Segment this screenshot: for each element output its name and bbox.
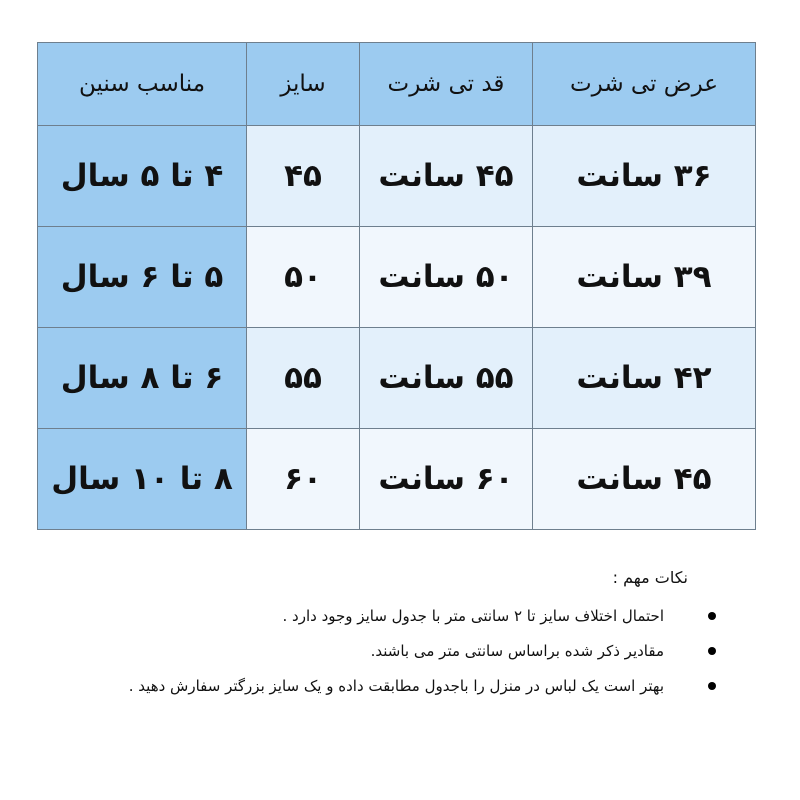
notes-title: نکات مهم :: [612, 568, 688, 587]
cell-width: ۴۵ سانت: [533, 429, 756, 530]
table-row: [38, 227, 756, 328]
notes-list: [88, 607, 688, 695]
list-item: [88, 607, 688, 625]
table-header-row: [38, 43, 756, 126]
cell-size: ۶۰: [247, 429, 360, 530]
cell-width: ۴۲ سانت: [533, 328, 756, 429]
note-text: بهتر است یک لباس در منزل را باجدول مطابقت داده و یک سایز بزرگتر سفارش دهید .: [128, 677, 664, 696]
cell-length: ۵۵ سانت: [360, 328, 533, 429]
note-text: مقادیر ذکر شده براساس سانتی متر می باشند.: [370, 642, 664, 661]
cell-length: ۶۰ سانت: [360, 429, 533, 530]
table-row: [38, 429, 756, 530]
cell-size: ۵۵: [247, 328, 360, 429]
bullet-icon: [708, 612, 716, 620]
size-chart-table: [37, 42, 756, 530]
cell-width: ۳۶ سانت: [533, 126, 756, 227]
cell-age: ۵ تا ۶ سال: [38, 227, 247, 328]
list-item: [88, 642, 688, 660]
table-row: [38, 328, 756, 429]
cell-size: ۵۰: [247, 227, 360, 328]
table-row: [38, 126, 756, 227]
header-width: عرض تی شرت: [533, 43, 756, 126]
bullet-icon: [708, 682, 716, 690]
cell-age: ۴ تا ۵ سال: [38, 126, 247, 227]
cell-width: ۳۹ سانت: [533, 227, 756, 328]
bullet-icon: [708, 647, 716, 655]
important-notes: [88, 568, 688, 712]
cell-age: ۶ تا ۸ سال: [38, 328, 247, 429]
list-item: [88, 677, 688, 695]
header-length: قد تی شرت: [360, 43, 533, 126]
note-text: احتمال اختلاف سایز تا ۲ سانتی متر با جدول سایز وجود دارد .: [282, 607, 664, 626]
header-age: مناسب سنین: [38, 43, 247, 126]
cell-size: ۴۵: [247, 126, 360, 227]
cell-age: ۸ تا ۱۰ سال: [38, 429, 247, 530]
cell-length: ۴۵ سانت: [360, 126, 533, 227]
cell-length: ۵۰ سانت: [360, 227, 533, 328]
header-size: سایز: [247, 43, 360, 126]
